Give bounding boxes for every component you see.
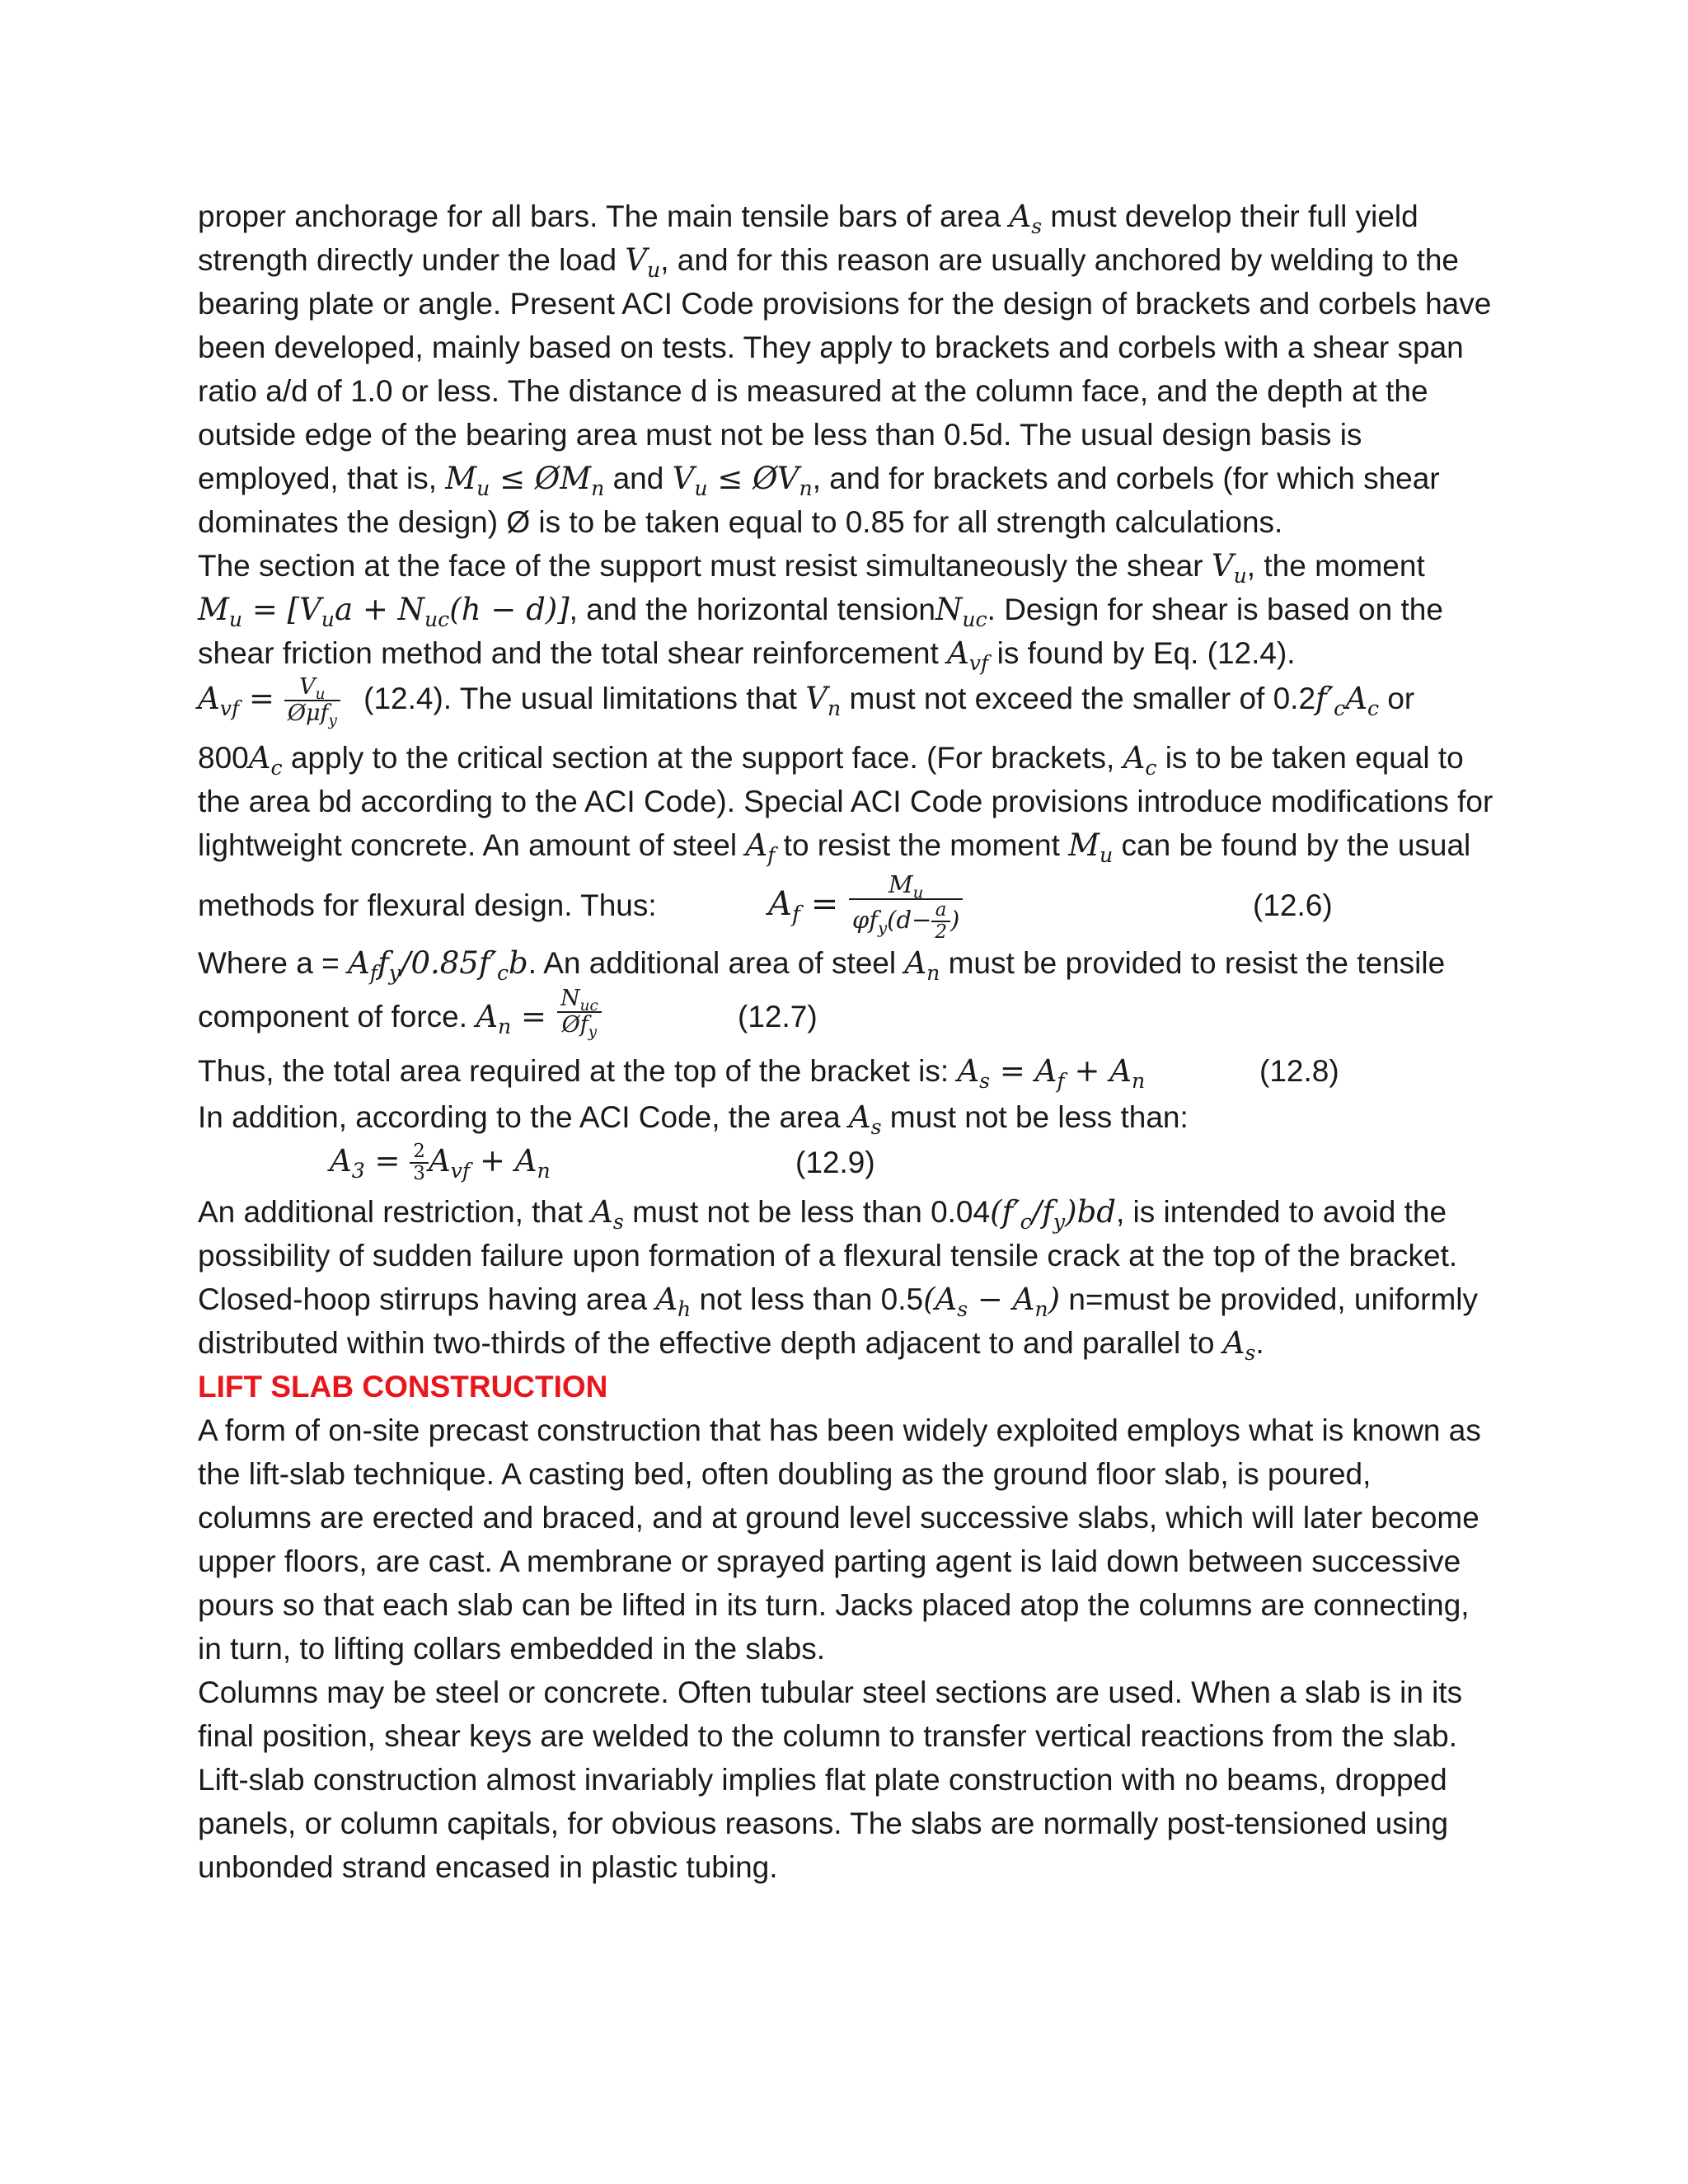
text-line: the lift-slab technique. A casting bed, often doubling as the ground floor slab, is poured, [198, 1457, 1372, 1491]
equation-Af: $A_f$ = $M_u$ $\varphi f_y(d-$ $\frac{a}{2}$ ) [768, 870, 963, 943]
math-Avf-equation: $A_{vf}$ = [198, 680, 275, 720]
section-heading: LIFT SLAB CONSTRUCTION [198, 1370, 608, 1404]
math-Mu: $M_u$ [1068, 827, 1114, 868]
text-line: $M_u = [V_ua + N_{uc}(h - d)]$, and the horizontal tensionN$_{uc}$. Design for shear is based on the [198, 592, 1443, 632]
math-Vu-leq-phiVn: $V_u$ ≤ $ØV_n$ [672, 461, 813, 501]
text-line: An additional restriction, that $A_s$ must not be less than $0.04(f'_c/f_y)bd$, is intended to avoid the [198, 1194, 1447, 1235]
text-line: employed, that is, $M_u$ ≤ $ØM_n$ and $V_u$ ≤ $ØV_n$, and for brackets and corbels (for which shear [198, 461, 1440, 501]
text-line: columns are erected and braced, and at ground level successive slabs, which will later become [198, 1501, 1479, 1535]
text-line: strength directly under the load $V_u$, and for this reason are usually anchored by welding to the [198, 242, 1460, 283]
math-As-minus-An: $(A_s - A_n)$ [923, 1282, 1061, 1322]
math-Vn: $V_n$ [805, 680, 842, 720]
text-line: A form of on-site precast construction that has been widely exploited employs what is known as [198, 1413, 1481, 1447]
math-Ac: $A_c$ [248, 740, 283, 780]
text-line: the area bd according to the ACI Code). Special ACI Code provisions introduce modifications for [198, 785, 1493, 818]
math-fc-over-fy-bd: $(f'_c/f_y)bd$ [990, 1194, 1116, 1235]
math-Vu: $V_u$ [1211, 548, 1247, 588]
document-page [198, 194, 1500, 1889]
paragraph-section-at-support [198, 544, 1500, 941]
text-line: dominates the design) Ø is to be taken equal to 0.85 for all strength calculations. [198, 505, 1283, 539]
math-As-equation: $A_s = A_f + A_n$ [957, 1053, 1146, 1094]
text-line: Closed-hoop stirrups having area $A_h$ not less than $0.5(A_s - A_n)$ n=must be provided, uniformly [198, 1282, 1479, 1322]
text-line: lightweight concrete. An amount of steel $A_f$ to resist the moment $M_u$ can be found by the usual [198, 827, 1471, 868]
equation-line-12-9: $A_3$ = $\frac{2}{3}$ $A_{vf} + A_n$ (12.9) [198, 1139, 1500, 1190]
fraction-Nuc-over-phi-fy: $N_{uc}$ $Øf_y$ [557, 987, 602, 1038]
math-Ac: $A_c$ [1123, 740, 1157, 780]
fraction-Vu-over-phi-mu-fy: $\frac{V_u}{Ø\mu f_y}$ [284, 675, 340, 726]
text-line: upper floors, are cast. A membrane or sprayed parting agent is laid down between successive [198, 1544, 1461, 1578]
math-Avf: $A_{vf}$ [947, 635, 989, 676]
math-Nuc: $N_{uc}$ [935, 592, 987, 632]
math-As: $A_s$ [1222, 1325, 1256, 1366]
text-line: In addition, according to the ACI Code, the area $A_s$ must not be less than: [198, 1099, 1189, 1140]
paragraph-bracket-anchorage [198, 194, 1500, 544]
text-line: Where $a = A_ff_y/0.85f'_cb$. An additional area of steel $A_n$ must be provided to resist the tensile [198, 945, 1446, 986]
math-As: $A_s$ [848, 1099, 882, 1140]
math-An: $A_n$ [904, 945, 940, 986]
fraction-Mu-over-phi-fy: $M_u$ $\varphi f_y(d-$ $\frac{a}{2}$ ) [849, 870, 963, 943]
math-An-equation: $A_n$ = [476, 999, 547, 1039]
text-line: shear friction method and the total shear reinforcement $A_{vf}$ is found by Eq. (12.4). [198, 635, 1296, 676]
text-line: final position, shear keys are welded to the column to transfer vertical reactions from the slab. [198, 1719, 1458, 1753]
math-Af: $A_f$ [745, 827, 776, 868]
math-As: $A_s$ [1009, 199, 1043, 239]
text-line: bearing plate or angle. Present ACI Code provisions for the design of brackets and corbels have [198, 287, 1492, 321]
text-line: Columns may be steel or concrete. Often tubular steel sections are used. When a slab is in its [198, 1675, 1463, 1709]
text-line-with-equation-12-4: $A_{vf}$ = $\frac{V_u}{Ø\mu f_y}$ (12.4). The usual limitations that $V_n$ must not exceed the smaller of $0.2f'_cA_c$ or [198, 674, 1415, 729]
equation-A3: $A_3$ = $\frac{2}{3}$ $A_{vf} + A_n$ [330, 1141, 551, 1185]
text-line: The section at the face of the support must resist simultaneously the shear $V_u$, the moment [198, 548, 1425, 588]
math-Ah: $A_h$ [655, 1282, 692, 1322]
text-line: panels, or column capitals, for obvious reasons. The slabs are normally post-tensioned using [198, 1807, 1449, 1840]
math-fc-Ac: $f'_cA_c$ [1315, 680, 1380, 720]
equation-line-12-7: component of force. $A_n$ = $N_{uc}$ $Øf_y$ (12.7) [198, 986, 818, 1041]
math-a-definition: $A_ff_y/0.85f'_cb$ [348, 945, 528, 986]
text-line: $800A_c$ apply to the critical section at the support face. (For brackets, $A_c$ is to be taken equal to [198, 740, 1464, 780]
math-As: $A_s$ [591, 1194, 624, 1235]
equation-line-12-8: Thus, the total area required at the top of the bracket is: $A_s = A_f + A_n$ (12.8) [198, 1053, 1339, 1094]
text-line: Lift-slab construction almost invariably implies flat plate construction with no beams, dropped [198, 1763, 1447, 1797]
text-line: in turn, to lifting collars embedded in the slabs. [198, 1632, 825, 1666]
paragraph-columns [198, 1671, 1500, 1889]
text-line: proper anchorage for all bars. The main tensile bars of area $A_s$ must develop their full yield [198, 199, 1418, 239]
text-line: unbonded strand encased in plastic tubing. [198, 1850, 778, 1884]
equation-line-12-6: methods for flexural design. Thus: $A_f$ = $M_u$ $\varphi f_y(d-$ $\frac{a}{2}$ ) (12.6) [198, 870, 1333, 943]
paragraph-lift-slab-technique [198, 1408, 1500, 1671]
math-Vu: $V_u$ [625, 242, 661, 283]
text-line: been developed, mainly based on tests. They apply to brackets and corbels with a shear span [198, 330, 1464, 364]
text-line: ratio a/d of 1.0 or less. The distance d is measured at the column face, and the depth at the [198, 374, 1428, 408]
text-line: possibility of sudden failure upon formation of a flexural tensile crack at the top of the bracket. [198, 1239, 1458, 1272]
math-Mu-equation: $M_u = [V_ua + N_{uc}(h - d)]$ [198, 592, 570, 632]
text-line: distributed within two-thirds of the effective depth adjacent to and parallel to $A_s$. [198, 1325, 1264, 1366]
text-line: pours so that each slab can be lifted in its turn. Jacks placed atop the columns are connecting, [198, 1588, 1470, 1622]
math-Mu-leq-phiMn: $M_u$ ≤ $ØM_n$ [445, 461, 605, 501]
text-line: outside edge of the bearing area must not be less than 0.5d. The usual design basis is [198, 418, 1362, 452]
paragraph-steel-areas [198, 941, 1500, 1365]
